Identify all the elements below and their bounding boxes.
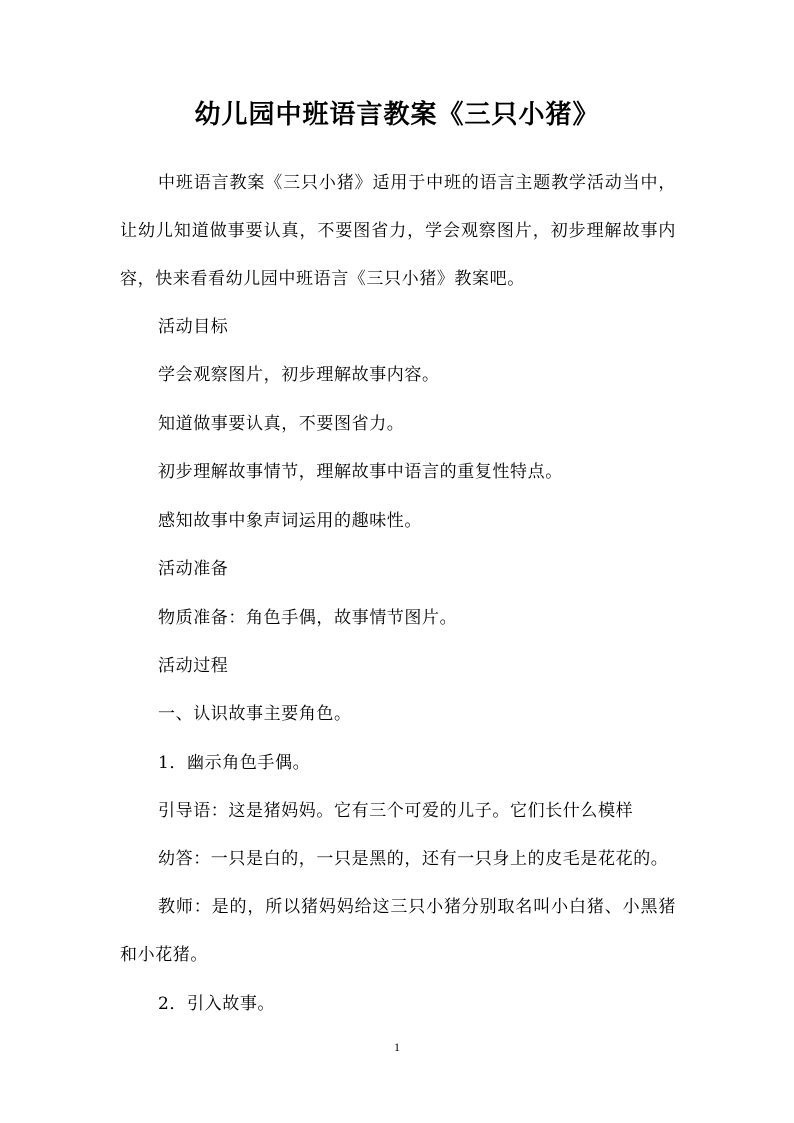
section-heading-process: 活动过程 (158, 656, 229, 676)
page-number: 1 (394, 1040, 400, 1054)
process-substep: 1．幽示角色手偶。 (158, 753, 311, 773)
process-substep: 2．引入故事。 (158, 994, 276, 1014)
dialogue-line: 引导语：这是猪妈妈。它有三个可爱的儿子。它们长什么模样 (158, 801, 634, 821)
preparation-item: 物质准备：角色手偶，故事情节图片。 (158, 608, 458, 628)
goal-item: 初步理解故事情节，理解故事中语言的重复性特点。 (158, 462, 563, 482)
goal-item: 学会观察图片，初步理解故事内容。 (158, 365, 440, 385)
goal-item: 知道做事要认真，不要图省力。 (158, 414, 405, 434)
dialogue-line: 幼答：一只是白的，一只是黑的，还有一只身上的皮毛是花花的。 (158, 849, 669, 869)
page-title: 幼儿园中班语言教案《三只小猪》 (194, 100, 600, 130)
section-heading-preparation: 活动准备 (158, 559, 229, 579)
goal-item: 感知故事中象声词运用的趣味性。 (158, 511, 422, 531)
intro-paragraph: 中班语言教案《三只小猪》适用于中班的语言主题教学活动当中，让幼儿知道做事要认真，不要图省力，学会观察图片，初步理解故事内容，快来看看幼儿园中班语言《三只小猪》教案吧。 (120, 173, 676, 289)
section-heading-goals: 活动目标 (158, 317, 229, 337)
process-step: 一、认识故事主要角色。 (158, 704, 352, 724)
teacher-paragraph: 教师：是的，所以猪妈妈给这三只小猪分别取名叫小白猪、小黑猪和小花猪。 (120, 897, 676, 965)
